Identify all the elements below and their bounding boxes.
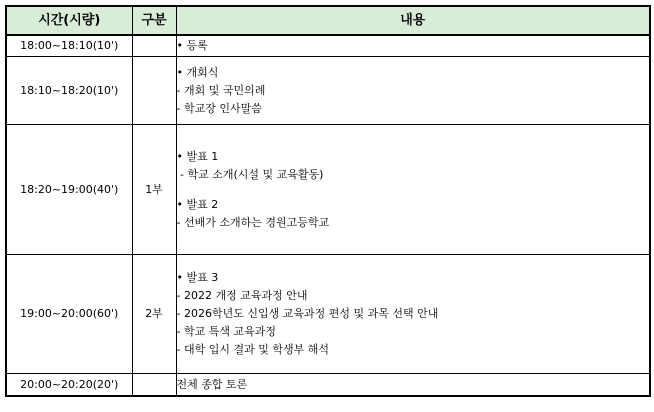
part-cell — [132, 374, 176, 397]
table-row — [6, 57, 650, 125]
content-cell — [176, 57, 650, 125]
content-line: 전체 종합 토론 — [176, 377, 248, 391]
content-cell — [176, 35, 650, 57]
table-row — [6, 255, 650, 374]
content-line: • 발표 3 — [176, 271, 219, 284]
table-row — [6, 35, 650, 57]
content-line: • 등록 — [176, 39, 208, 52]
part-cell: 2부 — [132, 255, 176, 374]
table-row — [6, 125, 650, 255]
content-line: - 학교장 인사말씀 — [176, 101, 262, 115]
part-cell — [132, 57, 176, 125]
content-line: • 개회식 — [176, 65, 219, 79]
content-line: • 발표 1 — [176, 149, 219, 163]
content-cell — [176, 255, 650, 374]
content-line: - 개회 및 국민의례 — [176, 83, 266, 97]
header-time: 시간(시량) — [6, 6, 132, 35]
content-line: - 2026학년도 신입생 교육과정 편성 및 과목 선택 안내 — [176, 307, 439, 320]
content-line: - 학교 특색 교육과정 — [176, 325, 276, 338]
part-cell — [132, 35, 176, 57]
schedule-table — [5, 5, 651, 397]
content-line: - 학교 소개(시설 및 교육활동) — [176, 167, 324, 181]
header-part: 구분 — [132, 6, 176, 35]
content-cell — [176, 125, 650, 255]
content-line: - 대학 입시 결과 및 학생부 해석 — [176, 343, 329, 356]
time-cell: 18:10~18:20(10') — [6, 57, 132, 125]
table-row — [6, 374, 650, 397]
time-cell: 20:00~20:20(20') — [6, 374, 132, 397]
content-cell — [176, 374, 650, 397]
header-content: 내용 — [176, 6, 650, 35]
content-line: • 발표 2 — [176, 197, 219, 211]
time-cell: 18:00~18:10(10') — [6, 35, 132, 57]
content-line: - 선배가 소개하는 경원고등학교 — [176, 215, 330, 229]
content-spacer — [177, 184, 650, 196]
table-header-row — [6, 6, 650, 35]
time-cell: 19:00~20:00(60') — [6, 255, 132, 374]
part-cell: 1부 — [132, 125, 176, 255]
content-line: - 2022 개정 교육과정 안내 — [176, 289, 308, 302]
time-cell: 18:20~19:00(40') — [6, 125, 132, 255]
